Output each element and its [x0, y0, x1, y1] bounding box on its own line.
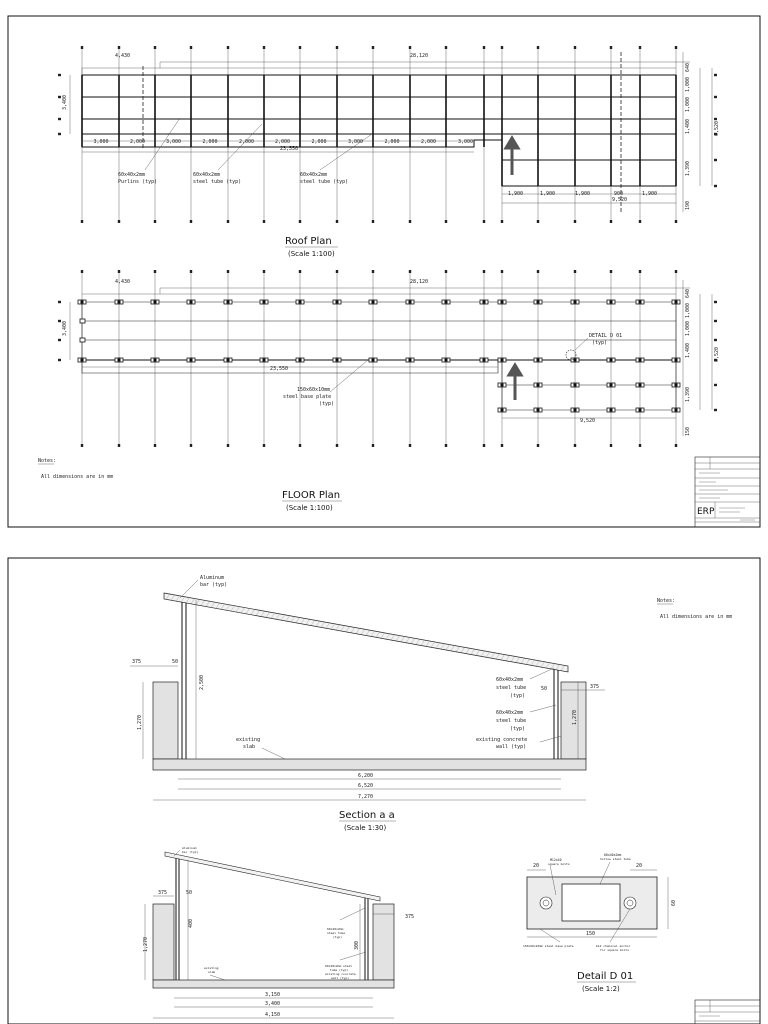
roof-bottom-dim: 2,000: [275, 139, 291, 145]
title-block-bottom: [695, 1000, 760, 1024]
post-section: [610, 301, 613, 304]
floor-column-tick: [574, 270, 576, 273]
north-arrow-floor: [509, 365, 521, 400]
roof-bottom-dim: 2,000: [202, 139, 218, 145]
roof-dim-top-right: 28,120: [410, 53, 429, 59]
floor-column-tick: [299, 270, 301, 273]
floor-column-tick: [372, 444, 374, 447]
roof-column-tick: [118, 220, 120, 223]
roof-column-tick: [118, 46, 120, 49]
post-section: [154, 301, 157, 304]
roof-column-tick: [675, 220, 677, 223]
floor-column-tick: [154, 444, 156, 447]
floor-vertical-dim: 1,390: [685, 386, 691, 402]
detail-label-a: M12x40: [550, 858, 562, 862]
roof-row-tick: [714, 96, 717, 98]
svg-text:slab: slab: [208, 970, 216, 974]
label-base-plate-sub2: (typ): [319, 401, 335, 407]
roof-plan: [58, 46, 720, 258]
post-section: [537, 301, 540, 304]
roof-column-tick: [227, 46, 229, 49]
roof-bottom-dim: 2,000: [311, 139, 327, 145]
floor-dim-left-height: 3,400: [62, 320, 68, 336]
floor-column-tick: [372, 270, 374, 273]
notes-top-text: All dimensions are in mm: [41, 474, 114, 480]
roof-column-tick: [445, 46, 447, 49]
floor-column-tick: [263, 444, 265, 447]
post-section: [610, 359, 613, 362]
post-section: [445, 301, 448, 304]
detail-label-b: 60x40x2mm: [604, 853, 622, 857]
roof-column-tick: [409, 220, 411, 223]
roof-column-tick: [336, 220, 338, 223]
roof-row-tick: [58, 74, 61, 76]
floor-row-tick: [714, 339, 717, 341]
post-section: [409, 301, 412, 304]
label-aluminum-bar-sub: bar (typ): [200, 582, 228, 588]
floor-column-tick: [445, 444, 447, 447]
floor-row-tick: [58, 339, 61, 341]
roof-right-segment-dim: 1,900: [642, 191, 658, 197]
post-section: [537, 384, 540, 387]
roof-column-tick: [299, 220, 301, 223]
post-section: [336, 359, 339, 362]
section-aa-title: Section a a: [339, 810, 395, 821]
post-section: [537, 359, 540, 362]
roof-column-tick: [483, 46, 485, 49]
post-section: [639, 384, 642, 387]
post-section: [299, 359, 302, 362]
label-base-plate: 150x60x10mm: [297, 387, 331, 393]
post-section: [227, 301, 230, 304]
notes-bottom-text: All dimensions are in mm: [660, 614, 733, 620]
roof-plan-vertical-dims: [685, 63, 691, 210]
floor-column-tick: [639, 444, 641, 447]
floor-plan-base-plates: [78, 300, 680, 412]
floor-row-tick: [714, 409, 717, 411]
roof-column-tick: [409, 46, 411, 49]
north-arrow-roof: [506, 138, 518, 175]
detail-dim-20-left: 20: [533, 863, 540, 869]
floor-dim-mid: 23,550: [270, 366, 289, 372]
small-dim-3150: 3,150: [265, 992, 281, 998]
roof-column-tick: [574, 220, 576, 223]
post-section: [675, 301, 678, 304]
svg-text:m12 chemical anchor: m12 chemical anchor: [596, 944, 631, 948]
roof-vertical-dim: 1,000: [685, 76, 691, 92]
bolt-right: [624, 897, 636, 909]
floor-column-tick: [610, 270, 612, 273]
post-section: [501, 384, 504, 387]
post-section: [190, 301, 193, 304]
roof-column-tick: [537, 46, 539, 49]
small-dim-400: 400: [188, 918, 194, 928]
post-section: [154, 359, 157, 362]
post-section: [501, 359, 504, 362]
roof-column-tick: [639, 46, 641, 49]
roof-column-tick: [483, 220, 485, 223]
post-section: [227, 359, 230, 362]
floor-column-tick: [227, 444, 229, 447]
floor-column-tick: [574, 444, 576, 447]
detail-dim-60: 60: [671, 899, 677, 906]
label-tube-1: 60x40x2mm: [193, 172, 221, 178]
sec-dim-1270-right: 1,270: [572, 709, 578, 725]
sec-dim-2500: 2,500: [199, 674, 205, 690]
floor-dim-vertical-total: 6,520: [714, 346, 720, 362]
post-section: [81, 359, 84, 362]
roof-bottom-dim: 2,000: [384, 139, 400, 145]
roof-column-tick: [263, 46, 265, 49]
floor-column-tick: [639, 270, 641, 273]
floor-column-tick: [336, 270, 338, 273]
floor-column-tick: [409, 270, 411, 273]
roof-column-tick: [227, 220, 229, 223]
floor-vertical-dim: 1,000: [685, 320, 691, 336]
svg-text:tube (typ): tube (typ): [330, 968, 349, 972]
label-sec-tube-2-sub2: (typ): [510, 726, 526, 732]
roof-column-tick: [299, 46, 301, 49]
roof-plan-scale: (Scale 1:100): [288, 250, 335, 258]
roof-bottom-dim: 3,000: [458, 139, 474, 145]
floor-row-tick: [58, 320, 61, 322]
section-aa: [130, 575, 605, 832]
label-existing-wall: existing concrete: [476, 737, 528, 743]
small-dim-50: 50: [186, 890, 193, 896]
sec-dim-50-left: 50: [172, 659, 179, 665]
label-purlins-sub: Purlins (typ): [118, 179, 158, 185]
floor-column-tick: [409, 444, 411, 447]
svg-text:hollow steel tube: hollow steel tube: [600, 857, 631, 861]
roof-dim-right-overall: 9,520: [612, 197, 628, 203]
post-section: [263, 359, 266, 362]
roof-row-tick: [714, 185, 717, 187]
svg-text:square bolts: square bolts: [548, 862, 570, 866]
sec-dim-6520: 6,520: [358, 783, 374, 789]
floor-vertical-dim: 640: [685, 288, 691, 298]
roof-column-tick: [81, 220, 83, 223]
roof-right-segment-dim: 1,900: [575, 191, 591, 197]
floor-column-tick: [483, 444, 485, 447]
roof-dim-top-left: 4,430: [115, 53, 131, 59]
svg-text:for square bolts: for square bolts: [600, 948, 629, 952]
roof-dim-vertical-total: 6,520: [714, 120, 720, 136]
post-section: [574, 301, 577, 304]
small-dim-300: 300: [354, 940, 360, 950]
floor-column-tick: [445, 270, 447, 273]
post-section: [574, 384, 577, 387]
floor-row-tick: [58, 359, 61, 361]
label-sec-tube-2-sub1: steel tube: [496, 718, 527, 724]
roof-column-tick: [190, 46, 192, 49]
floor-row-tick: [58, 301, 61, 303]
post-section: [610, 409, 613, 412]
svg-text:Aluminum: Aluminum: [182, 846, 197, 850]
detail-d01-scale: (Scale 1:2): [582, 985, 620, 993]
svg-text:60x40x2mm: 60x40x2mm: [327, 927, 344, 931]
floor-column-tick: [483, 270, 485, 273]
roof-right-segment-dim: 1,900: [540, 191, 556, 197]
steel-tube-section: [562, 884, 620, 921]
floor-column-tick: [537, 270, 539, 273]
label-tube-1-sub: steel tube (typ): [193, 179, 242, 185]
post-section: [501, 301, 504, 304]
floor-column-tick: [610, 444, 612, 447]
roof-column-tick: [154, 220, 156, 223]
roof-vertical-dim: 1,400: [685, 118, 691, 134]
small-dim-4150: 4,150: [265, 1012, 281, 1018]
title-block-top: [695, 457, 760, 527]
roof-column-tick: [675, 46, 677, 49]
floor-column-tick: [299, 444, 301, 447]
roof-dim-left-height: 3,400: [62, 94, 68, 110]
floor-column-tick: [118, 270, 120, 273]
roof-plan-title: Roof Plan: [285, 236, 332, 247]
sheet-1-border: [8, 16, 760, 527]
notes-bottom-heading: Notes:: [657, 598, 676, 604]
floor-column-tick: [227, 270, 229, 273]
floor-column-tick: [501, 270, 503, 273]
post-section: [610, 384, 613, 387]
roof-column-tick: [445, 220, 447, 223]
roof-row-tick: [714, 118, 717, 120]
floor-column-tick: [675, 444, 677, 447]
logo-top: ERP: [697, 507, 715, 517]
detail-dim-150: 150: [586, 931, 596, 937]
label-sec-tube-1: 60x40x2mm: [496, 677, 524, 683]
svg-text:150x60x10mm steel base plate: 150x60x10mm steel base plate: [523, 944, 574, 948]
roof-column-tick: [574, 46, 576, 49]
floor-dim-top-left: 4,430: [115, 279, 131, 285]
roof-row-tick: [58, 133, 61, 135]
roof-bottom-dim: 2,000: [130, 139, 146, 145]
roof-dim-overall: 23,550: [280, 146, 299, 152]
svg-text:60x40x2mm steel: 60x40x2mm steel: [325, 964, 353, 968]
post-section: [639, 409, 642, 412]
floor-column-tick: [501, 444, 503, 447]
post-section: [409, 359, 412, 362]
base-plate: [80, 319, 85, 323]
sec-dim-6200: 6,200: [358, 773, 374, 779]
post-section: [483, 359, 486, 362]
floor-plan-scale: (Scale 1:100): [286, 504, 333, 512]
floor-dim-top-right: 28,120: [410, 279, 429, 285]
floor-column-tick: [336, 444, 338, 447]
roof-row-tick: [714, 74, 717, 76]
wall-left: [153, 682, 178, 759]
roof-bottom-dim: 2,000: [421, 139, 437, 145]
svg-text:bar (typ): bar (typ): [182, 850, 199, 854]
post-section: [336, 301, 339, 304]
floor-row-tick: [714, 384, 717, 386]
base-plate: [80, 338, 85, 342]
sec-dim-1270-left: 1,270: [137, 714, 143, 730]
sec-dim-7270: 7,270: [358, 794, 374, 800]
post-section: [263, 301, 266, 304]
post-section: [675, 359, 678, 362]
roof-slope: [164, 593, 568, 672]
svg-text:(typ): (typ): [333, 935, 343, 939]
roof-right-segment-dim: 900: [614, 191, 624, 197]
roof-vertical-dim: 1,000: [685, 96, 691, 112]
sec-dim-375-right: 375: [590, 684, 600, 690]
floor-vertical-dim: 150: [685, 426, 691, 436]
label-tube-2-sub: steel tube (typ): [300, 179, 349, 185]
roof-column-tick: [610, 220, 612, 223]
floor-row-tick: [714, 320, 717, 322]
detail-d01-title: Detail D 01: [577, 971, 634, 982]
detail-d01: [523, 853, 677, 993]
post-section: [118, 359, 121, 362]
label-existing-slab: existing: [236, 737, 261, 743]
sec-dim-50-right: 50: [541, 686, 548, 692]
roof-bottom-dim: 3,000: [93, 139, 109, 145]
detail-sub: (typ): [592, 340, 608, 346]
label-tube-2: 60x40x2mm: [300, 172, 328, 178]
floor-column-tick: [190, 444, 192, 447]
bolt-left: [540, 897, 552, 909]
svg-text:existing: existing: [204, 966, 219, 970]
post-section: [675, 384, 678, 387]
detail-dim-20-right: 20: [636, 863, 643, 869]
floor-column-tick: [675, 270, 677, 273]
section-aa-scale: (Scale 1:30): [344, 824, 387, 832]
post-section: [639, 359, 642, 362]
post-section: [574, 359, 577, 362]
roof-column-tick: [501, 46, 503, 49]
floor-column-tick: [81, 270, 83, 273]
roof-bottom-dim: 2,000: [239, 139, 255, 145]
floor-column-tick: [190, 270, 192, 273]
roof-column-tick: [639, 220, 641, 223]
post-section: [675, 409, 678, 412]
roof-bottom-dim: 3,000: [166, 139, 182, 145]
post-section: [501, 409, 504, 412]
label-sec-tube-2: 60x40x2mm: [496, 710, 524, 716]
svg-text:steel tube: steel tube: [327, 931, 346, 935]
label-purlins: 60x40x2mm: [118, 172, 146, 178]
post-section: [190, 359, 193, 362]
post-section: [372, 359, 375, 362]
label-existing-slab-sub: slab: [243, 744, 256, 750]
floor-dim-right: 9,520: [580, 418, 596, 424]
svg-text:existing concrete: existing concrete: [325, 972, 356, 976]
label-existing-wall-sub: wall (typ): [496, 744, 527, 750]
roof-row-tick: [58, 118, 61, 120]
small-dim-3400: 3,400: [265, 1001, 281, 1007]
floor-column-tick: [81, 444, 83, 447]
post-section: [372, 301, 375, 304]
roof-column-tick: [537, 220, 539, 223]
roof-vertical-dim: 640: [685, 62, 691, 72]
post-section: [81, 301, 84, 304]
roof-row-tick: [714, 159, 717, 161]
label-sec-tube-1-sub1: steel tube: [496, 685, 527, 691]
small-dim-375-left: 375: [158, 890, 168, 896]
roof-column-tick: [154, 46, 156, 49]
detail-label: DETAIL D 01: [589, 333, 623, 339]
post-section: [639, 301, 642, 304]
notes-top-heading: Notes:: [38, 458, 57, 464]
floor-column-tick: [154, 270, 156, 273]
roof-column-tick: [336, 46, 338, 49]
small-dim-1270: 1,270: [143, 936, 149, 952]
small-dim-375-right: 375: [405, 914, 415, 920]
section-small: [143, 846, 414, 1018]
floor-column-tick: [118, 444, 120, 447]
label-sec-tube-1-sub2: (typ): [510, 693, 526, 699]
floor-column-tick: [263, 270, 265, 273]
floor-vertical-dim: 1,400: [685, 342, 691, 358]
roof-right-segment-dim: 1,900: [508, 191, 524, 197]
post-section: [574, 409, 577, 412]
roof-column-tick: [372, 46, 374, 49]
floor-plan-title: FLOOR Plan: [282, 490, 341, 501]
roof-row-tick: [58, 96, 61, 98]
roof-column-tick: [81, 46, 83, 49]
roof-column-tick: [190, 220, 192, 223]
post-section: [483, 301, 486, 304]
roof-bottom-dim: 3,000: [348, 139, 364, 145]
sec-dim-375-left: 375: [132, 659, 142, 665]
post-section: [445, 359, 448, 362]
roof-column-tick: [263, 220, 265, 223]
roof-column-tick: [501, 220, 503, 223]
label-base-plate-sub1: steel base plate: [283, 394, 332, 400]
roof-column-tick: [610, 46, 612, 49]
post-section: [537, 409, 540, 412]
floor-vertical-dim: 1,000: [685, 302, 691, 318]
floor-column-tick: [537, 444, 539, 447]
floor-plan-vertical-dims: [685, 289, 691, 436]
roof-plan-bottom-dims: [94, 139, 474, 145]
label-aluminum-bar: Aluminum: [200, 575, 225, 581]
post-section: [299, 301, 302, 304]
floor-row-tick: [714, 301, 717, 303]
svg-text:wall (typ): wall (typ): [331, 976, 350, 980]
roof-vertical-dim: 190: [685, 200, 691, 210]
roof-vertical-dim: 1,390: [685, 160, 691, 176]
post-section: [118, 301, 121, 304]
roof-column-tick: [372, 220, 374, 223]
floor-plan: [58, 270, 720, 512]
existing-slab: [153, 759, 586, 770]
